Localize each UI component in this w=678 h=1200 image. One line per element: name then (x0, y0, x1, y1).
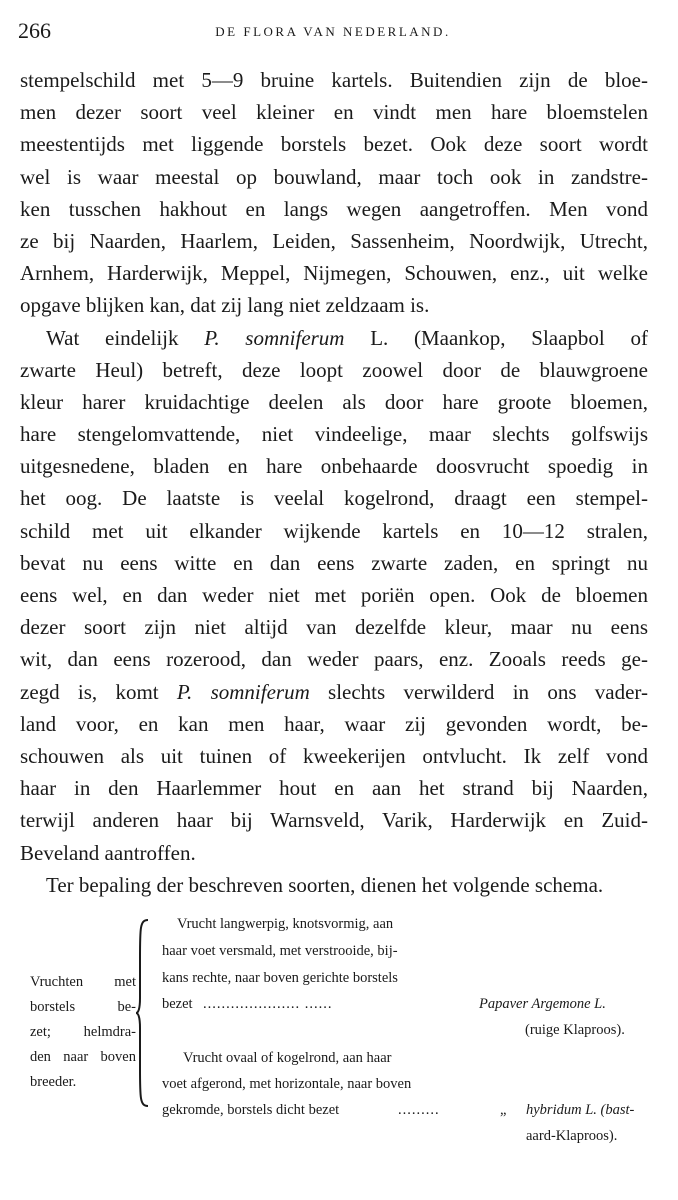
text-line: wel is waar meestal op bouwland, maar toch ook in zandstre- (20, 164, 648, 189)
curly-brace (136, 918, 150, 1108)
option-a-species: Papaver Argemone L. (479, 996, 606, 1012)
option-a-line: Vrucht langwerpig, knotsvormig, aan (177, 916, 394, 932)
text-line: zwarte Heul) betreft, deze loopt zoowel door de blauwgroene (20, 357, 648, 382)
species-name: P. somniferum (204, 325, 345, 350)
text-line: opgave blijken kan, dat zij lang niet zeldzaam is. (20, 293, 430, 318)
text-line: hare stengelomvattende, niet vindeelige, maar slechts golfswijs (20, 422, 648, 447)
key-label-line: breeder. (30, 1074, 77, 1090)
text-line: schouwen als uit tuinen of kweekerijen ontvlucht. Ik zelf vond (20, 743, 648, 768)
text-line: zegd is, komt P. somniferum slechts verwilderd in ons vader- (20, 679, 648, 704)
species-name: P. somniferum (176, 679, 310, 704)
text-line: ken tusschen hakhout en langs wegen aangetroffen. Men vond (20, 196, 648, 221)
text-line: ze bij Naarden, Haarlem, Leiden, Sassenheim, Noordwijk, Utrecht, (20, 228, 648, 253)
text-line: eens wel, en dan weder niet met poriën open. Ook de bloemen (20, 583, 648, 607)
text-line: kleur harer kruidachtige deelen als door hare groote bloemen, (20, 389, 648, 414)
text-line: Wat eindelijk P. somniferum L. (Maankop, Slaapbol of (46, 325, 648, 350)
text-line: schild met uit elkander wijkende kartels en 10—12 stralen, (20, 518, 648, 543)
text-line: Beveland aantroffen. (20, 840, 196, 865)
option-b-species: hybridum L. (bast- (526, 1102, 635, 1118)
text-line: meestentijds met liggende borstels bezet. Ook deze soort wordt (20, 132, 648, 157)
identification-key (0, 912, 678, 1162)
key-label-line: zet; helmdra- (30, 1024, 136, 1040)
text-line: men dezer soort veel kleiner en vindt men hare bloemstelen (20, 100, 648, 125)
page-header (18, 18, 648, 48)
option-a-line: haar voet versmald, met verstrooide, bij- (162, 943, 398, 959)
text-line: dezer soort zijn niet altijd van dezelfde kleur, maar nu eens (20, 615, 648, 640)
option-a-leader-dots: ..................... ...... (203, 996, 333, 1012)
text-line: stempelschild met 5—9 bruine kartels. Buitendien zijn de bloe- (20, 68, 648, 92)
text-line: haar in den Haarlemmer hout en aan het strand bij Naarden, (20, 776, 648, 801)
option-b-line: Vrucht ovaal of kogelrond, aan haar (183, 1050, 392, 1066)
text-line: land voor, en kan men haar, waar zij gevonden wordt, be- (20, 711, 648, 736)
key-label-line: Vruchten met (30, 974, 136, 990)
key-label (30, 970, 136, 1095)
text-line: het oog. De laatste is veelal kogelrond, draagt een stempel- (20, 486, 648, 511)
key-label-line: den naar boven (30, 1049, 136, 1065)
text-line: Ter bepaling der beschreven soorten, dienen het volgende schema. (46, 872, 604, 897)
running-title: DE FLORA VAN NEDERLAND. (215, 24, 451, 39)
text-line: uitgesnedene, bladen en hare onbehaarde doosvrucht spoedig in (20, 454, 648, 479)
option-b-line: gekromde, borstels dicht bezet (162, 1102, 340, 1118)
option-a-line: kans rechte, naar boven gerichte borstels (162, 970, 398, 986)
option-a-common-name: (ruige Klaproos). (525, 1022, 625, 1038)
text-line: terwijl anderen haar bij Warnsveld, Varik, Harderwijk en Zuid- (20, 808, 648, 833)
option-b-ditto-mark: „ (500, 1102, 507, 1118)
option-b-leader-dots: ......... (398, 1102, 440, 1118)
option-a-line: bezet (162, 996, 193, 1012)
body-text (20, 64, 648, 901)
option-b-line: voet afgerond, met horizontale, naar boven (162, 1076, 412, 1092)
text-line: bevat nu eens witte en dan eens zwarte zaden, en springt nu (20, 550, 648, 575)
text-line: Arnhem, Harderwijk, Meppel, Nijmegen, Schouwen, enz., uit welke (20, 261, 648, 286)
text-line: wit, dan eens rozerood, dan weder paars, enz. Zooals reeds ge- (20, 647, 648, 672)
option-b-common-name: aard-Klaproos). (526, 1128, 618, 1144)
page-number: 266 (18, 18, 51, 43)
key-label-line: borstels be- (30, 999, 136, 1015)
